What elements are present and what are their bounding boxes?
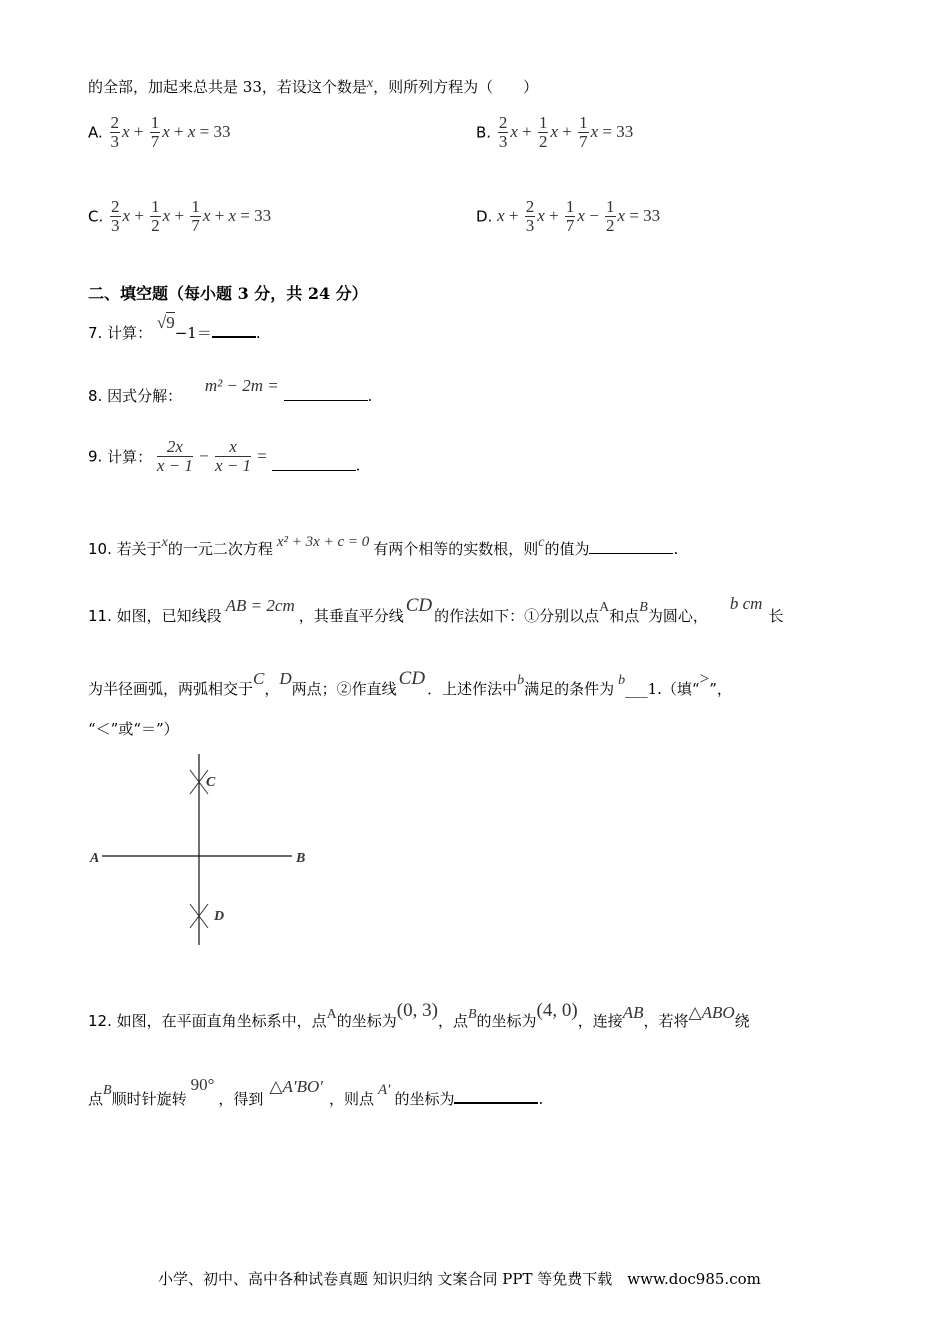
question-12-line-2 [88, 1075, 543, 1109]
q12-point-a: A [326, 1007, 337, 1022]
q8-expression: m² − 2m = [204, 376, 279, 395]
option-c-label: C. [88, 207, 104, 226]
q12-text-6: ，若将 [643, 1012, 689, 1030]
q11-b-1: b [517, 673, 525, 688]
question-11-line-2 [88, 668, 732, 699]
section-2-title: 二、填空题（每小题 3 分，共 24 分） [88, 284, 368, 303]
q12-end: . [538, 1090, 544, 1108]
q12-text-1: 如图，在平面直角坐标系中，点 [116, 1012, 327, 1030]
q6-tail-end: ，则所列方程为（ ） [373, 78, 539, 96]
q11-text-5: 为圆心， [647, 607, 708, 625]
question-10 [88, 534, 678, 559]
q10-equation: x² + 3x + c = 0 [276, 534, 370, 550]
q11-l2-text-5: ___1.（填“ [625, 680, 700, 698]
q7-answer-blank[interactable] [212, 336, 256, 338]
q9-number: 9. [88, 447, 103, 466]
q11-l2-text-2: 两点；②作直线 [291, 680, 397, 698]
page-footer: 小学、初中、高中各种试卷真题 知识归纳 文案合同 PPT 等免费下载 www.doc985.com [158, 1270, 761, 1288]
q12-point-a-prime: A′ [378, 1082, 391, 1098]
q11-number: 11. [88, 607, 112, 625]
q12-ab: AB [622, 1003, 644, 1022]
q7-rest: −1＝ [174, 324, 212, 342]
q12-triangle-abo: △ABO [688, 1003, 735, 1022]
q10-text-2: 的一元二次方程 [167, 540, 273, 558]
q11-point-d: D [279, 669, 292, 688]
q11-text-3: 的作法如下：①分别以点 [434, 607, 600, 625]
q8-answer-blank[interactable] [284, 400, 368, 401]
q11-point-b: B [639, 600, 648, 615]
q12-answer-blank[interactable] [454, 1102, 538, 1104]
q11-ab-length: AB = 2cm [225, 596, 295, 615]
q11-text-2: ，其垂直平分线 [298, 607, 404, 625]
q11-l2-text-1: 为半径画弧，两弧相交于 [88, 680, 254, 698]
q12-degrees: 90° [190, 1075, 215, 1094]
q10-text-3: 有两个相等的实数根，则 [373, 540, 539, 558]
q9-answer-blank[interactable] [272, 470, 356, 471]
q11-gt-sign: > [699, 669, 710, 688]
q12-coord-a: (0, 3) [396, 1000, 438, 1021]
q6-tail-text: 的全部，加起来总共是 33，若设这个数是 [88, 78, 367, 96]
q11-point-a: A [599, 600, 610, 615]
option-b-label: B. [476, 123, 492, 142]
q12-triangle-abo-prime: △A′BO′ [269, 1077, 323, 1096]
q9-text: 计算： [107, 448, 153, 466]
q11-cd-2: CD [398, 668, 426, 689]
q7-number: 7. [88, 324, 103, 342]
figure-label-d: D [214, 909, 225, 924]
q11-text-6: 长 [768, 607, 784, 625]
q11-l2-text-3: ．上述作法中 [427, 680, 518, 698]
option-d-label: D. [476, 207, 493, 226]
question-7 [88, 313, 261, 343]
q10-number: 10. [88, 540, 112, 558]
option-a-label: A. [88, 123, 103, 142]
figure-label-b: B [296, 851, 306, 866]
q10-var-x: x [161, 535, 168, 550]
q11-b-2: b [618, 673, 626, 688]
figure-label-a: A [90, 851, 100, 866]
frac-x-over-x-1: $\frac{x}{x - 1}$ [215, 437, 252, 475]
q8-text: 因式分解： [107, 387, 183, 405]
question-9: 9. 计算： $\frac{2x}{x - 1}$ − $\frac{x}{x - 1}$ = . [88, 437, 361, 475]
q11-point-c: C [253, 669, 265, 688]
question-11-line-3: “＜”或“＝”） [88, 720, 179, 738]
frac-2x-over-x-1: $\frac{2x}{x - 1}$ [156, 437, 193, 475]
question-12-line-1 [88, 1000, 750, 1031]
q12-text-3: ，点 [437, 1012, 468, 1030]
q11-text-1: 如图，已知线段 [116, 607, 222, 625]
q11-cd: CD [405, 595, 433, 616]
q11-comma: ， [264, 680, 280, 698]
q12-text-7: 绕 [734, 1012, 750, 1030]
q10-end: . [673, 540, 679, 558]
q12-point-b-2: B [103, 1083, 112, 1098]
sqrt-9: √9 [156, 313, 175, 332]
q6-var-x: x [366, 76, 374, 91]
q6-tail-line [88, 76, 538, 97]
q12-text-5: ，连接 [577, 1012, 623, 1030]
figure-label-c: C [206, 775, 216, 790]
q12-point-b: B [467, 1007, 477, 1022]
q12-text-2: 的坐标为 [336, 1012, 397, 1030]
q12-l2-text-2: 顺时针旋转 [111, 1090, 187, 1108]
q9-end: . [355, 456, 361, 475]
option-a: A. $\frac{2}{3}$ x + $\frac{1}{7}$ x + x = 33 [88, 113, 231, 151]
question-11-line-1 [88, 594, 783, 626]
frac-1-7: $\frac{1}{7}$ [150, 113, 160, 151]
frac-2-3: $\frac{2}{3}$ [110, 113, 120, 151]
q11-text-4: 和点 [609, 607, 640, 625]
question-8 [88, 376, 373, 406]
q12-l2-text-3: ，得到 [218, 1090, 264, 1108]
sqrt-radicand: 9 [166, 313, 175, 332]
q10-text-1: 若关于 [116, 540, 162, 558]
q12-coord-b: (4, 0) [536, 1000, 578, 1021]
q12-number: 12. [88, 1012, 112, 1030]
q12-l2-text-5: 的坐标为 [394, 1090, 455, 1108]
q11-b-cm: b cm [729, 594, 763, 613]
q10-text-4: 的值为 [544, 540, 590, 558]
option-d: D. x + $\frac{2}{3}$ x + $\frac{1}{7}$ x − $\frac{1}{2}$ x = 33 [476, 197, 661, 235]
option-b: B. $\frac{2}{3}$ x + $\frac{1}{2}$ x + $\frac{1}{7}$ x = 33 [476, 113, 634, 151]
q10-var-c: c [538, 535, 545, 550]
option-c: C. $\frac{2}{3}$ x + $\frac{1}{2}$ x + $\frac{1}{7}$ x + x = 33 [88, 197, 272, 235]
q10-answer-blank[interactable] [589, 553, 673, 554]
q11-l2-text-6: ”， [709, 680, 732, 698]
q12-l2-text-4: ，则点 [328, 1090, 374, 1108]
q12-text-4: 的坐标为 [476, 1012, 537, 1030]
q8-number: 8. [88, 387, 103, 405]
q8-end: . [367, 387, 373, 405]
q7-text: 计算： [107, 324, 153, 342]
perpendicular-bisector-figure [86, 748, 316, 950]
q7-end: . [255, 324, 261, 342]
q11-l2-text-4: 满足的条件为 [524, 680, 615, 698]
q12-l2-text-1: 点 [88, 1090, 104, 1108]
